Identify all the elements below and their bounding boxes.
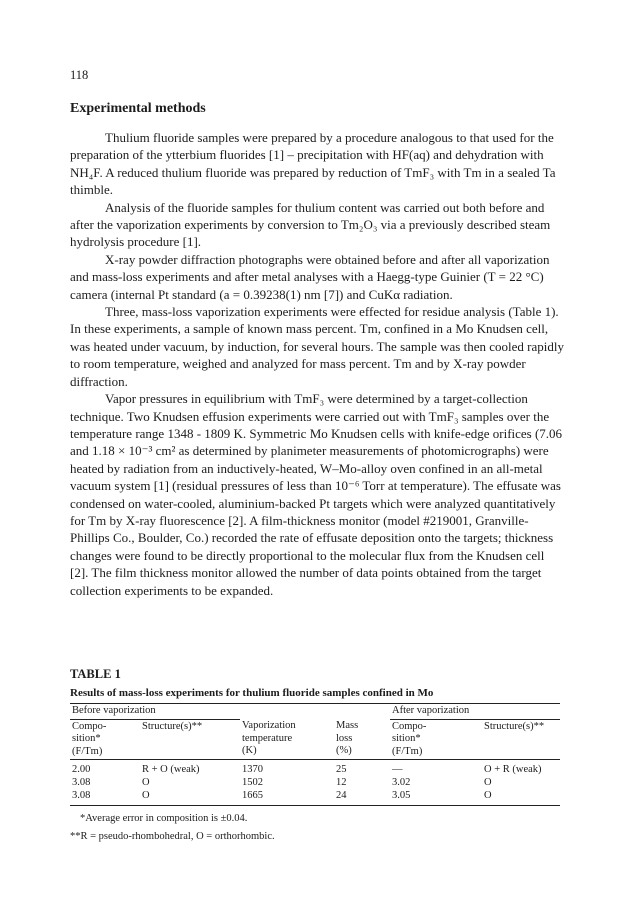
footnote: *Average error in composition is ±0.04. <box>80 813 248 824</box>
table-row <box>70 789 560 806</box>
paragraph: Three, mass-loss vaporization experiments were effected for residue analysis (Table 1). In these experiments, a sample of known mass percent. Tm, confined in a Mo Knudsen cell, was heated under vacuum, by induction, for several hours. The sample was then cooled rapidly to room temperature, weighed and analyzed for mass percent. Tm and by X-ray powder diffraction. <box>70 304 564 389</box>
column-header: Structure(s)** <box>142 720 203 732</box>
table-cell: 1502 <box>242 777 263 788</box>
table-row <box>70 760 560 777</box>
table-caption: Results of mass-loss experiments for thulium fluoride samples confined in Mo <box>70 687 434 699</box>
column-header: Compo- sition* (F/Tm) <box>392 720 427 757</box>
group-before-header: Before vaporization <box>70 704 240 720</box>
table-cell: 3.08 <box>72 777 91 788</box>
table-cell: 2.00 <box>72 764 91 775</box>
column-header: Mass loss (%) <box>336 720 359 756</box>
paragraph: Thulium fluoride samples were prepared by a procedure analogous to that used for the preparation of the ytterbium fluorides [1] – precipitation with HF(aq) and dehydration with NH₄F. A reduced thulium fluoride was prepared by reduction of TmF₃ with Tm in a sealed Ta thimble. <box>70 130 556 198</box>
table-cell: O <box>484 790 492 801</box>
body-text <box>70 129 564 599</box>
table-row <box>70 776 560 789</box>
table-cell: O <box>142 790 150 801</box>
table-cell: 3.02 <box>392 777 411 788</box>
table-label: TABLE 1 <box>70 667 121 681</box>
group-after-header: After vaporization <box>390 704 560 720</box>
table-cell: O <box>142 777 150 788</box>
section-title: Experimental methods <box>70 101 206 116</box>
table-cell: 1665 <box>242 790 263 801</box>
paragraph: X-ray powder diffraction photographs were obtained before and after all vaporization and mass-loss experiments and after metal analyses with a Haegg-type Guinier (T = 22 °C) camera (internal Pt standard (a = 0.39238(1) nm [7]) and CuKα radiation. <box>70 251 550 302</box>
column-header: Compo- sition* (F/Tm) <box>72 720 107 757</box>
table-cell: 25 <box>336 764 347 775</box>
table-cell: 24 <box>336 790 347 801</box>
results-table <box>70 703 560 806</box>
footnote: **R = pseudo-rhombohedral, O = orthorhombic. <box>70 830 275 842</box>
table-cell: 3.08 <box>72 790 91 801</box>
table-cell: 12 <box>336 777 347 788</box>
paragraph: Analysis of the fluoride samples for thulium content was carried out both before and after the vaporization experiments by conversion to Tm₂O₃ via a previously described steam hydrolysis procedure [1]. <box>70 199 551 250</box>
column-header: Structure(s)** <box>484 720 545 732</box>
column-header: Vaporization temperature (K) <box>242 720 296 756</box>
table-cell: O + R (weak) <box>484 764 542 775</box>
table-cell: 1370 <box>242 764 263 775</box>
table-section <box>70 667 560 843</box>
page-number: 118 <box>70 68 89 82</box>
table-cell: — <box>392 764 403 775</box>
table-cell: O <box>484 777 492 788</box>
paragraph: Vapor pressures in equilibrium with TmF₃ were determined by a target-collection technique. Two Knudsen effusion experiments were carried out with TmF₃ samples over the temperature range 1348 - 1809 K. Symmetric Mo Knudsen cells with knife-edge orifices (7.06 and 1.18 × 10⁻³ cm² as determined by planimeter measurements of photomicrographs) were heated by radiation from an inductively-heated, W–Mo-alloy oven confined in an all-metal vacuum system [1] (residual pressures of less than 10⁻⁶ Torr at temperature). The effusate was condensed on water-cooled, aluminium-backed Pt targets which were analyzed quantitatively for Tm by X-ray fluorescence [2]. A film-thickness monitor (model #219001, Granville-Phillips Co., Boulder, Co.) recorded the rate of effusate deposition onto the targets; thickness changes were found to be directly proportional to the molecular flux from the Knudsen cell [2]. The film thickness monitor allowed the number of data points obtained from the target collection experiments to be expanded. <box>70 391 563 598</box>
table-cell: 3.05 <box>392 790 411 801</box>
table-cell: R + O (weak) <box>142 764 200 775</box>
